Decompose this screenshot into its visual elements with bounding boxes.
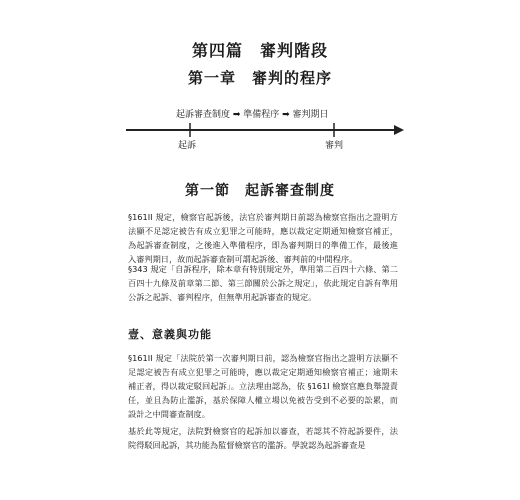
chapter-title: 第一章 審判的程序 [187,69,332,87]
flow-sequence-label: 起訴審查制度 ➡ 準備程序 ➡ 審判期日 [176,110,329,120]
timeline-label-start: 起訴 [178,141,197,151]
section-title: 第一節 起訴審查制度 [185,183,335,199]
body-paragraph: 基於此等規定，法院對檢察官的起訴加以審查，若認其不符起訴要件，法院得駁回起訴，其功能為監督檢察官的濫訴。學說認為起訴審查是 [128,426,398,450]
part-title: 第四篇 審判階段 [191,41,328,60]
timeline-arrowhead [394,125,404,135]
timeline-diagram [124,120,404,150]
body-paragraph: §161II 規定「法院於第一次審判期日前，認為檢察官指出之證明方法顯不足認定被告有成立犯罪之可能時，應以裁定定期通知檢察官補正；逾期未補正者，得以裁定駁回起訴」。立法理由認為，依 §161I 檢察官應負舉證責任，並且為防止濫訴，基於保障人權立場以免被告受到不必要的訟累，而設計之中間審查制度。 [128,353,398,419]
timeline-label-end: 審判 [325,141,344,151]
body-paragraph: §161II 規定，檢察官起訴後，法官於審判期日前認為檢察官指出之證明方法顯不足認定被告有成立犯罪之可能時，應以裁定定期通知檢察官補正，為起訴審查制度，之後進入準備程序，即為審判期日的準備工作，最後進入審判期日，故而起訴審查制可謂起訴後、審判前的中間程序。 [128,212,398,264]
body-paragraph: §343 規定「自訴程序，除本章有特別規定外，準用第二百四十六條、第二百四十九條及前章第二節、第三節關於公訴之規定」，依此規定自訴有準用公訴之起訴、審判程序，但無準用起訴審查的規定。 [128,264,398,302]
subsection-heading: 壹、意義與功能 [128,328,212,341]
